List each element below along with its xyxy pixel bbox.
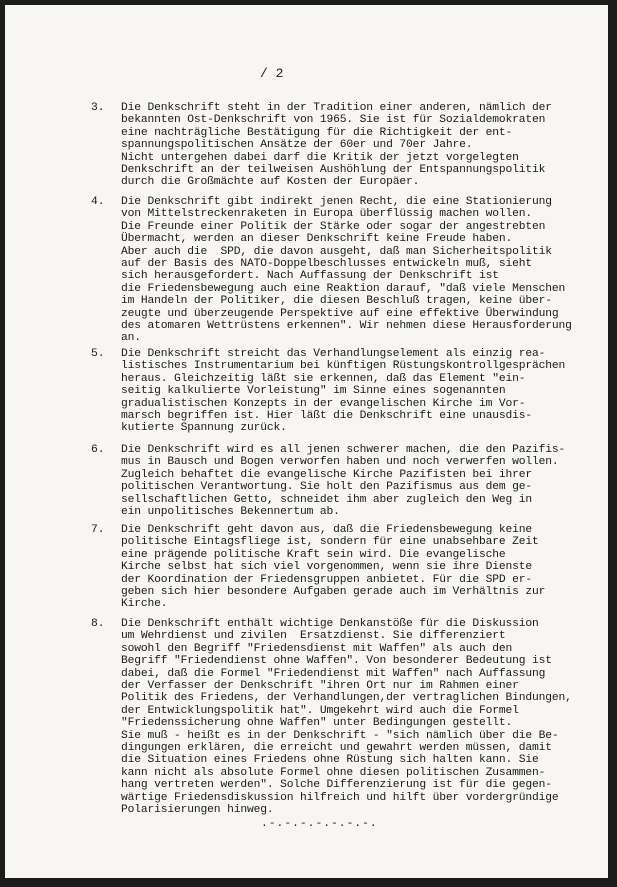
section-number: 7. [91,524,105,536]
text-line: listisches Instrumentarium bei künftigen Rüstungskontrollgesprächen [121,360,566,373]
section-3 [91,102,589,189]
text-line: auf der Basis des NATO-Doppelbeschlusses entwickeln muß, sieht [121,258,533,271]
page-number: / 2 [260,66,284,81]
text-line: dingungen erklären, die erreicht und gewahrt werden müssen, damit [121,742,552,755]
section-text [121,444,589,518]
text-line: die Situation eines Friedens ohne Rüstung sich halten kann. Sie [121,754,539,767]
text-line: geben sich hier besondere Aufgaben gerade auch im Verhältnis zur [121,586,546,599]
text-line: Die Denkschrift steht in der Tradition einer anderen, nämlich der [121,102,552,114]
document-page [5,5,608,878]
text-line: ein unpolitisches Bekennertum ab. [121,506,340,519]
text-line: sowohl den Begriff "Friedensdienst mit Waffen" als auch den [121,642,513,655]
section-text [121,102,589,189]
text-line: politischen Verantwortung. Sie holt den Pazifismus aus dem ge- [121,481,533,494]
section-number: 4. [91,196,105,208]
text-line: mus in Bausch und Bogen verworfen haben und noch verwerfen wollen. [121,456,559,469]
text-line: Politik des Friedens, der Verhandlungen,der vertraglichen Bindungen, [121,692,572,705]
text-line: kann nicht als absolute Formel ohne diesen politischen Zusammen- [121,766,546,779]
text-line: spannungspolitischen Ansätze der 60er und 70er Jahre. [121,139,473,152]
text-line: Kirche. [121,598,168,611]
section-4 [91,196,589,345]
text-line: bekannten Ost-Denkschrift von 1965. Sie ist für Sozialdemokraten [121,114,546,127]
text-line: eine prägende politische Kraft sein wird. Die evangelische [121,548,506,561]
text-line: politische Eintagsfliege ist, sondern für eine unabsehbare Zeit [121,536,539,549]
text-line: sich herausgefordert. Nach Auffassung der Denkschrift ist [121,270,499,283]
text-line: der Entwicklungspolitik hat". Umgekehrt wird auch die Formel [121,704,519,717]
text-line: der Koordination der Friedensgruppen anbietet. Für die SPD er- [121,573,533,586]
text-line: kutierte Spannung zurück. [121,422,287,435]
text-line: gradualistischen Konzepts in der evangelischen Kirche im Vor- [121,397,526,410]
text-line: "Friedenssicherung ohne Waffen" unter Bedingungen gestellt. [121,717,513,730]
section-6 [91,444,589,518]
text-line: sellschaftlichen Getto, schneidet ihm aber zugleich den Weg in [121,493,533,506]
section-number: 3. [91,102,105,114]
text-line: im Handeln der Politiker, die diesen Beschluß tragen, keine über- [121,295,552,308]
section-text [121,618,589,817]
text-line: Übermacht, werden an dieser Denkschrift keine Freude haben. [121,233,513,246]
text-line: Begriff "Friedendienst ohne Waffen". Von besonderer Bedeutung ist [121,655,552,668]
text-line: Die Denkschrift streicht das Verhandlungselement als einzig rea- [121,348,546,360]
section-text [121,524,589,611]
text-line: Die Denkschrift geht davon aus, daß die Friedensbewegung keine [121,524,533,536]
section-text [121,196,589,345]
text-line: Zugleich behaftet die evangelische Kirche Pazifisten bei ihrer [121,468,533,481]
section-number: 5. [91,348,105,360]
closing-mark: .-.-.-.-.-.-.-. [261,818,378,830]
section-text [121,348,589,435]
section-7 [91,524,589,611]
text-line: marsch begriffen ist. Hier läßt die Denkschrift eine unausdis- [121,410,533,423]
text-line: Denkschrift an der teilweisen Aushöhlung der Entspannungspolitik [121,164,546,177]
text-line: hang vertreten werden". Solche Differenzierung ist für die gegen- [121,779,552,792]
text-line: von Mittelstreckenraketen in Europa überflüssig machen wollen. [121,208,533,221]
section-8 [91,618,589,817]
text-line: Nicht untergehen dabei darf die Kritik der jetzt vorgelegten [121,151,519,164]
text-line: Die Denkschrift wird es all jenen schwerer machen, die den Pazifis- [121,444,566,456]
text-line: Sie muß - heißt es in der Denkschrift - "sich nämlich über die Be- [121,729,559,742]
text-line: Polarisierungen hinweg. [121,804,274,817]
text-line: heraus. Gleichzeitig läßt sie erkennen, daß das Element "ein- [121,372,526,385]
text-line: Die Freunde einer Politik der Stärke oder sogar der angestrebten [121,220,546,233]
text-line: Die Denkschrift enthält wichtige Denkanstöße für die Diskussion [121,618,539,630]
text-line: seitig kalkulierte Vorleistung" im Sinne eines sogenannten [121,385,506,398]
text-line: um Wehrdienst und zivilen Ersatzdienst. Sie differenziert [121,630,506,643]
text-line: eine nachträgliche Bestätigung für die Richtigkeit der ent- [121,126,513,139]
text-line: Aber auch die SPD, die davon ausgeht, daß man Sicherheitspolitik [121,245,552,258]
text-line: des atomaren Wettrüstens erkennen". Wir nehmen diese Herausforderung [121,320,572,333]
text-line: an. [121,332,141,345]
text-line: zeugte und überzeugende Perspektive auf eine effektive Überwindung [121,307,559,320]
text-line: durch die Großmächte auf Kosten der Europäer. [121,176,420,189]
text-line: Die Denkschrift gibt indirekt jenen Recht, die eine Stationierung [121,196,552,208]
text-line: dabei, daß die Formel "Friedendienst mit Waffen" nach Auffassung [121,667,546,680]
section-number: 6. [91,444,105,456]
text-line: die Friedensbewegung auch eine Reaktion darauf, "daß viele Menschen [121,282,566,295]
text-line: der Verfasser der Denkschrift "ihren Ort nur im Rahmen einer [121,680,519,693]
section-number: 8. [91,618,105,630]
text-line: Kirche selbst hat sich viel vorgenommen, wenn sie ihre Dienste [121,561,533,574]
text-line: wärtige Friedensdiskussion hilfreich und hilft über vordergründige [121,791,559,804]
section-5 [91,348,589,435]
